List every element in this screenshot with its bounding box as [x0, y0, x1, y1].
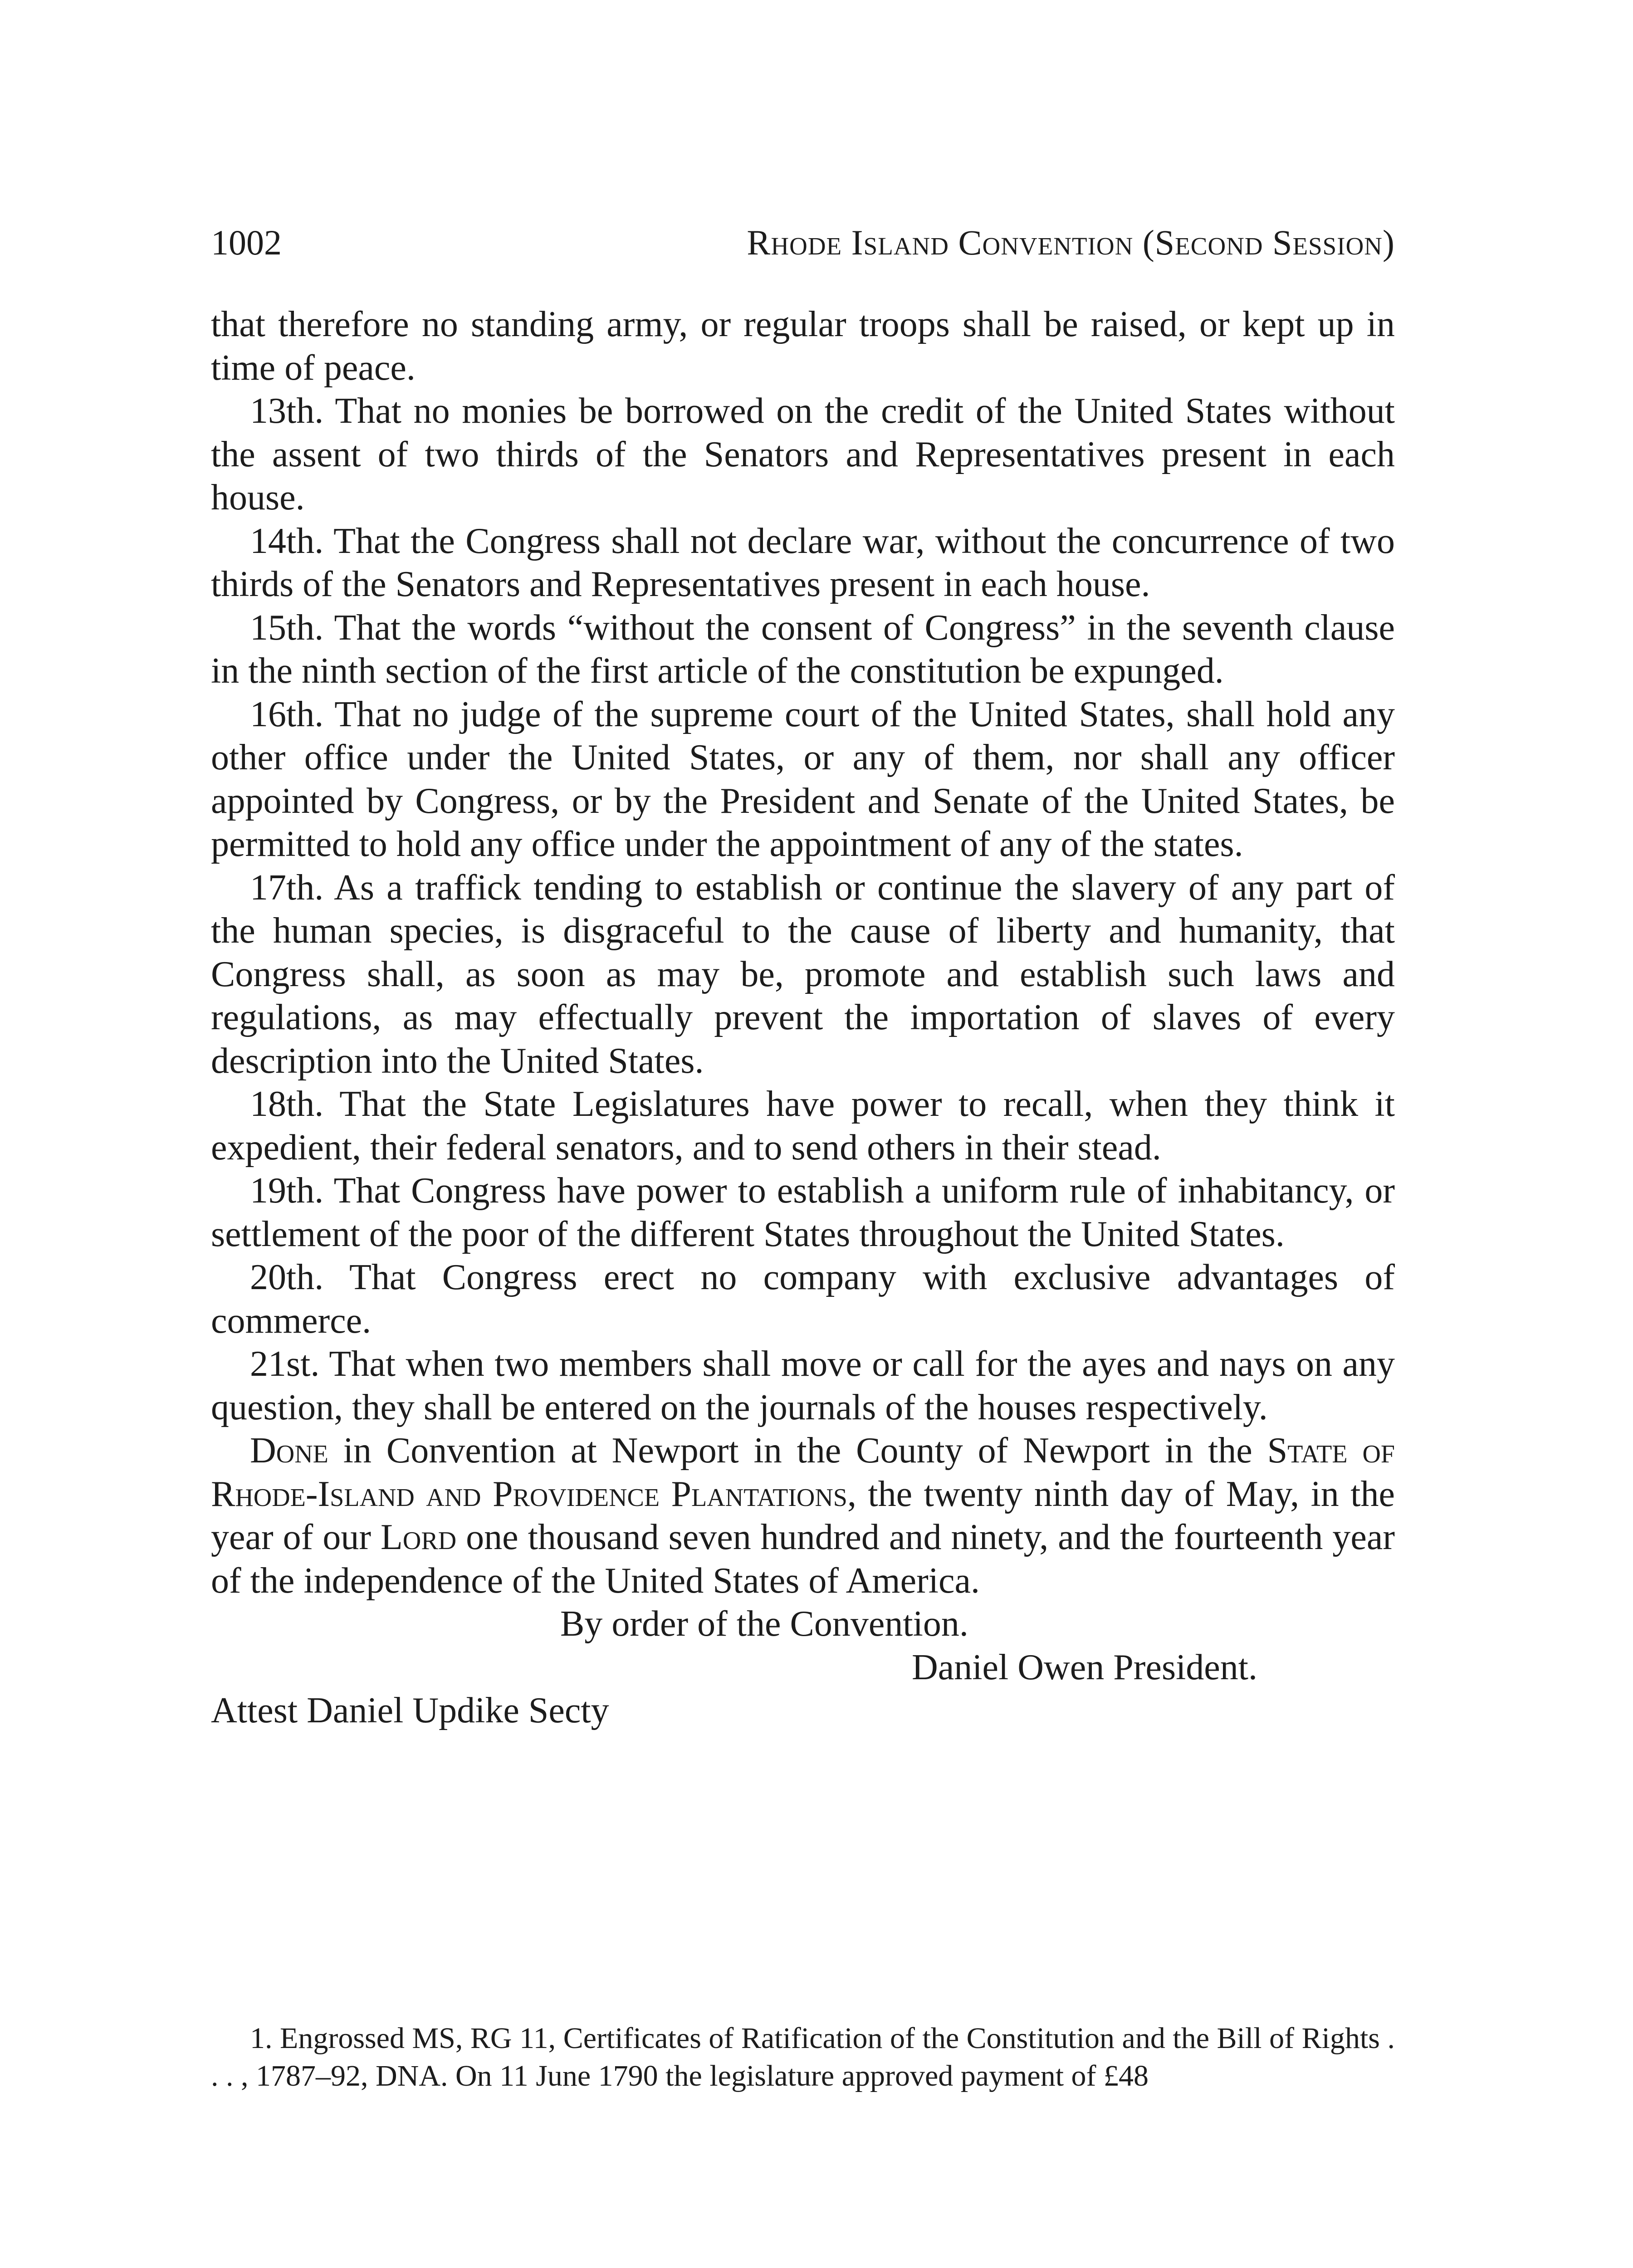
body-text: [211, 303, 1395, 1733]
article-15: 15th. That the words “without the consent of Congress” in the seventh clause in the ninth section of the first article of the constitution be expunged.: [211, 607, 1395, 691]
running-head-title: Rhode Island Convention (Second Session): [747, 223, 1395, 262]
article-18: 18th. That the State Legislatures have power to recall, when they think it expedient, their federal senators, and to send others in their stead.: [211, 1084, 1395, 1168]
article-14: 14th. That the Congress shall not declare war, without the concurrence of two thirds of the Senators and Representatives present in each house.: [211, 521, 1395, 604]
article-20: 20th. That Congress erect no company with exclusive advantages of commerce.: [211, 1257, 1395, 1341]
attest-line: Attest Daniel Updike Secty: [211, 1691, 609, 1730]
done-lead: Done: [250, 1431, 328, 1471]
article-17: 17th. As a traffick tending to establish or continue the slavery of any part of the human species, is disgraceful to the cause of liberty and humanity, that Congress shall, as soon as may be, promote and establish such laws and regulations, as may effectually prevent the importation of slaves of every description into the United States.: [211, 867, 1395, 1081]
continuation-paragraph: that therefore no standing army, or regular troops shall be raised, or kept up in time of peace.: [211, 304, 1395, 388]
president-signature: Daniel Owen President.: [912, 1647, 1258, 1687]
done-text-2: , the twenty ninth day of May, in the year of our: [211, 1474, 1395, 1557]
lord-word: Lord: [381, 1517, 457, 1557]
footnote-1: 1. Engrossed MS, RG 11, Certificates of Ratification of the Constitution and the Bill of Rights . . . , 1787–92, DNA. On 11 June 1790 the legislature approved payment of £48: [211, 2022, 1395, 2092]
article-19: 19th. That Congress have power to establish a uniform rule of inhabitancy, or settlement of the poor of the different States throughout the United States.: [211, 1171, 1395, 1254]
running-head: [211, 218, 1395, 268]
article-13: 13th. That no monies be borrowed on the credit of the United States without the assent of two thirds of the Senators and Representatives present in each house.: [211, 391, 1395, 518]
done-text-3: one thousand seven hundred and ninety, and the fourteenth year of the independence of the United States of America.: [211, 1517, 1395, 1601]
article-16: 16th. That no judge of the supreme court of the United States, shall hold any other office under the United States, or any of them, nor shall any officer appointed by Congress, or by the President and Senate of the United States, be permitted to hold any office under the appointment of any of the states.: [211, 694, 1395, 864]
state-name: State of Rhode-Island and Providence Plantations: [211, 1431, 1395, 1514]
done-paragraph: [211, 1429, 1395, 1603]
footnote: [211, 2019, 1395, 2095]
article-21: 21st. That when two members shall move or call for the ayes and nays on any question, they shall be entered on the journals of the houses respectively.: [211, 1344, 1395, 1427]
page-number: 1002: [211, 223, 282, 262]
done-text-1: in Convention at Newport in the County of Newport in the: [343, 1431, 1252, 1471]
by-order-line: By order of the Convention.: [560, 1604, 968, 1644]
